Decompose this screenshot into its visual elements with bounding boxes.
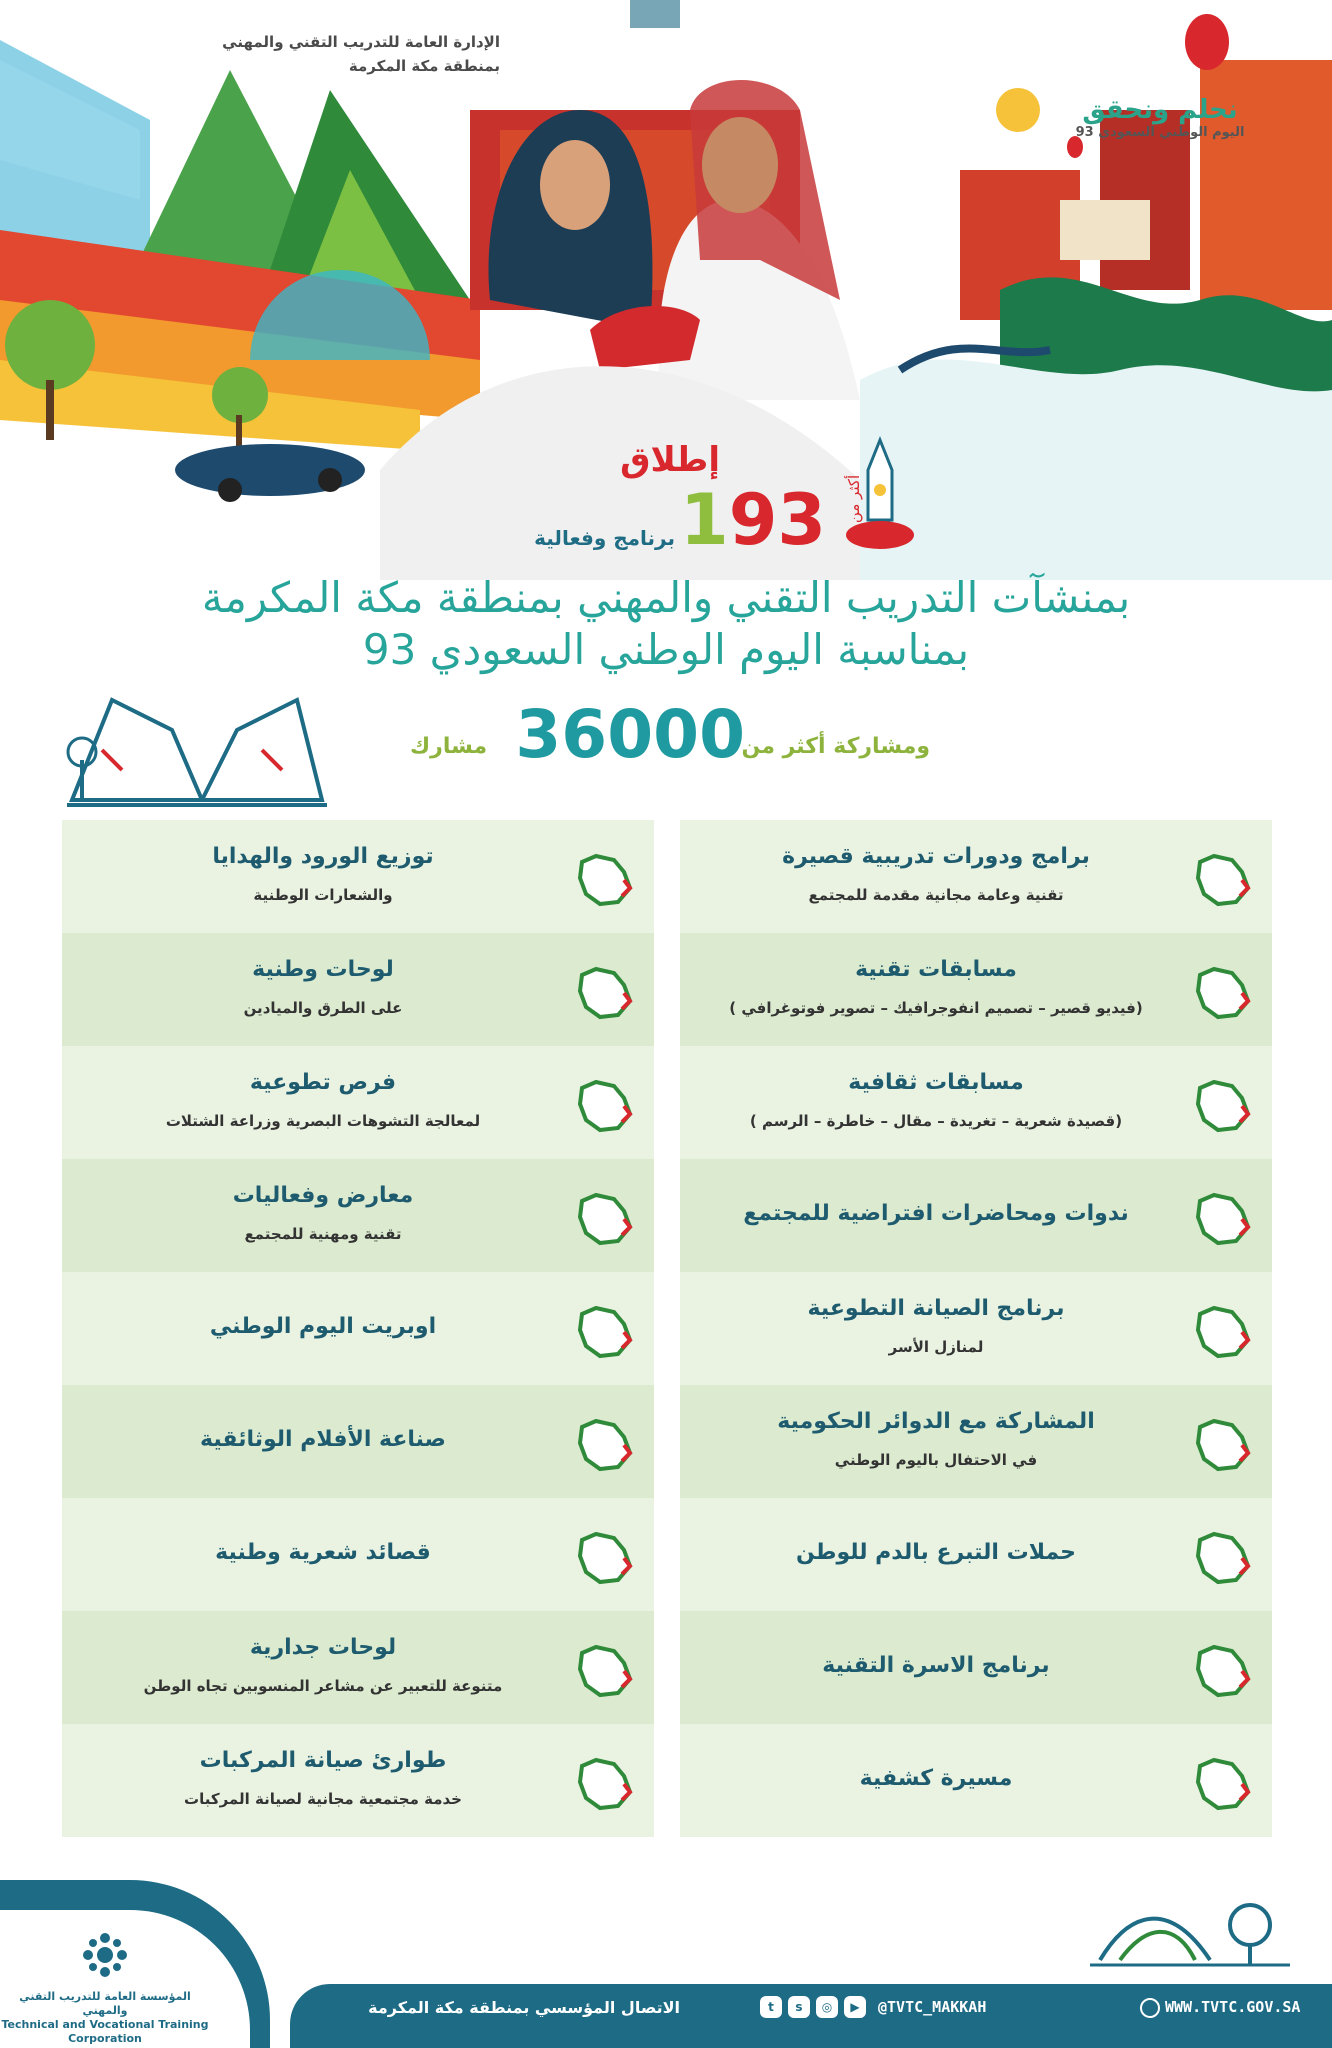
saudi-map-icon [574, 1528, 636, 1586]
activity-card [62, 1046, 654, 1159]
activity-title: لوحات جدارية [249, 1635, 397, 1660]
activity-title: اوبريت اليوم الوطني [209, 1314, 437, 1339]
saudi-map-icon [574, 1415, 636, 1473]
activity-title: صناعة الأفلام الوثائقية [200, 1427, 446, 1452]
activity-card [62, 1498, 654, 1611]
more-than-label: أكثر من [845, 474, 864, 524]
activity-title: قصائد شعرية وطنية [215, 1540, 431, 1565]
saudi-map-icon [574, 1076, 636, 1134]
twitter-icon[interactable]: t [760, 1996, 782, 2018]
youtube-icon[interactable]: ▶ [844, 1996, 866, 2018]
activity-title: برامج ودورات تدريبية قصيرة [782, 844, 1090, 869]
activity-title: مسابقات تقنية [855, 957, 1017, 982]
activities-grid [62, 820, 1272, 1844]
program-count-prefix: 1 [680, 479, 729, 561]
hero-art [0, 0, 1332, 580]
corporation-name-en: Technical and Vocational Training Corporation [1, 2018, 209, 2045]
activity-title: مسيرة كشفية [859, 1766, 1013, 1791]
headline-line1: بمنشآت التدريب التقني والمهني بمنطقة مكة المكرمة [201, 573, 1131, 622]
participants-suffix: مشارك [410, 734, 488, 759]
saudi-map-icon [1192, 1076, 1254, 1134]
activity-title: فرص تطوعية [249, 1070, 397, 1095]
activity-title: طوارئ صيانة المركبات [199, 1748, 447, 1773]
activity-title: برنامج الاسرة التقنية [822, 1653, 1050, 1678]
snapchat-icon[interactable]: s [788, 1996, 810, 2018]
activity-sub: تقنية ومهنية للمجتمع [244, 1225, 402, 1243]
headline-line2: بمناسبة اليوم الوطني السعودي 93 [362, 625, 970, 674]
activity-title: المشاركة مع الدوائر الحكومية [777, 1409, 1095, 1434]
activity-sub: متنوعة للتعبير عن مشاعر المنسوبين تجاه الوطن [143, 1677, 503, 1695]
globe-icon [1140, 1998, 1160, 2018]
city-line-icon [1090, 1880, 1290, 1970]
program-unit: برنامج وفعالية [534, 526, 675, 550]
activity-sub: ( قصيدة شعرية – تغريدة – مقال – خاطرة – الرسم) [749, 1112, 1123, 1130]
tvtc-logo-icon [80, 1930, 130, 1980]
saudi-map-icon [574, 1189, 636, 1247]
right-column [680, 820, 1272, 1844]
saudi-map-icon [1192, 1302, 1254, 1360]
slogan-text: نحلم ونحقق [1082, 95, 1238, 125]
activity-sub: لمنازل الأسر [888, 1338, 984, 1356]
social-icons [760, 1996, 875, 2020]
activity-title: توزيع الورود والهدايا [212, 844, 434, 869]
activity-title: ندوات ومحاضرات افتراضية للمجتمع [743, 1201, 1129, 1226]
activity-sub: في الاحتفال باليوم الوطني [834, 1451, 1038, 1469]
saudi-map-icon [574, 1754, 636, 1812]
city-line-icon [62, 690, 332, 820]
saudi-map-icon [1192, 1641, 1254, 1699]
saudi-map-icon [574, 850, 636, 908]
activity-card [62, 1272, 654, 1385]
activity-card [680, 1611, 1272, 1724]
activity-card [680, 1159, 1272, 1272]
program-count-suffix: 93 [728, 479, 827, 561]
activity-card [680, 1385, 1272, 1498]
activity-card [62, 933, 654, 1046]
activity-card [680, 820, 1272, 933]
activity-sub: تقنية وعامة مجانية مقدمة للمجتمع [808, 886, 1064, 904]
slogan-sub: اليوم الوطني السعودي 93 [1075, 125, 1245, 140]
activity-card [680, 933, 1272, 1046]
website-link[interactable]: WWW.TVTC.GOV.SA [1165, 1998, 1301, 2016]
left-column [62, 820, 654, 1844]
activity-sub: ( فيديو قصير – تصميم انفوجرافيك – تصوير فوتوغرافي) [729, 999, 1143, 1017]
saudi-map-icon [574, 963, 636, 1021]
activity-card [680, 1498, 1272, 1611]
hero-illustration [0, 0, 1332, 580]
activity-title: معارض وفعاليات [232, 1183, 414, 1208]
activity-title: لوحات وطنية [252, 957, 394, 982]
headline [140, 572, 1192, 676]
saudi-map-icon [574, 1641, 636, 1699]
activity-title: مسابقات ثقافية [848, 1070, 1024, 1095]
national-day-slogan [1055, 95, 1265, 140]
social-handle[interactable]: @TVTC_MAKKAH [878, 1998, 987, 2016]
corporation-name [0, 1990, 210, 2046]
department-line1: الإدارة العامة للتدريب التقني والمهني [222, 33, 500, 51]
program-count [680, 480, 826, 560]
activity-card [62, 1724, 654, 1837]
corporation-name-ar: المؤسسة العامة للتدريب التقني والمهني [19, 1990, 191, 2017]
saudi-map-icon [574, 1302, 636, 1360]
activity-card [680, 1272, 1272, 1385]
instagram-icon[interactable]: ◎ [816, 1996, 838, 2018]
activity-sub: على الطرق والميادين [243, 999, 403, 1017]
department-name [220, 30, 500, 78]
activity-card [62, 820, 654, 933]
participants-prefix: ومشاركة أكثر من [741, 734, 930, 759]
activity-card [680, 1724, 1272, 1837]
saudi-map-icon [1192, 850, 1254, 908]
activity-sub: لمعالجة التشوهات البصرية وزراعة الشتلات [165, 1112, 481, 1130]
activity-sub: والشعارات الوطنية [253, 886, 393, 904]
saudi-map-icon [1192, 1754, 1254, 1812]
saudi-map-icon [1192, 963, 1254, 1021]
activity-card [62, 1159, 654, 1272]
activity-card [62, 1611, 654, 1724]
saudi-map-icon [1192, 1415, 1254, 1473]
participants [410, 696, 930, 776]
participants-number: 36000 [515, 696, 745, 773]
activity-title: برنامج الصيانة التطوعية [807, 1296, 1065, 1321]
department-line2: بمنطقة مكة المكرمة [348, 57, 500, 75]
saudi-map-icon [1192, 1528, 1254, 1586]
activity-title: حملات التبرع بالدم للوطن [795, 1540, 1077, 1565]
corporate-contact: الاتصال المؤسسي بمنطقة مكة المكرمة [368, 1998, 680, 2017]
activity-card [62, 1385, 654, 1498]
launch-word: إطلاق [620, 440, 720, 480]
activity-card [680, 1046, 1272, 1159]
saudi-map-icon [1192, 1189, 1254, 1247]
activity-sub: خدمة مجتمعية مجانية لصيانة المركبات [184, 1790, 462, 1808]
